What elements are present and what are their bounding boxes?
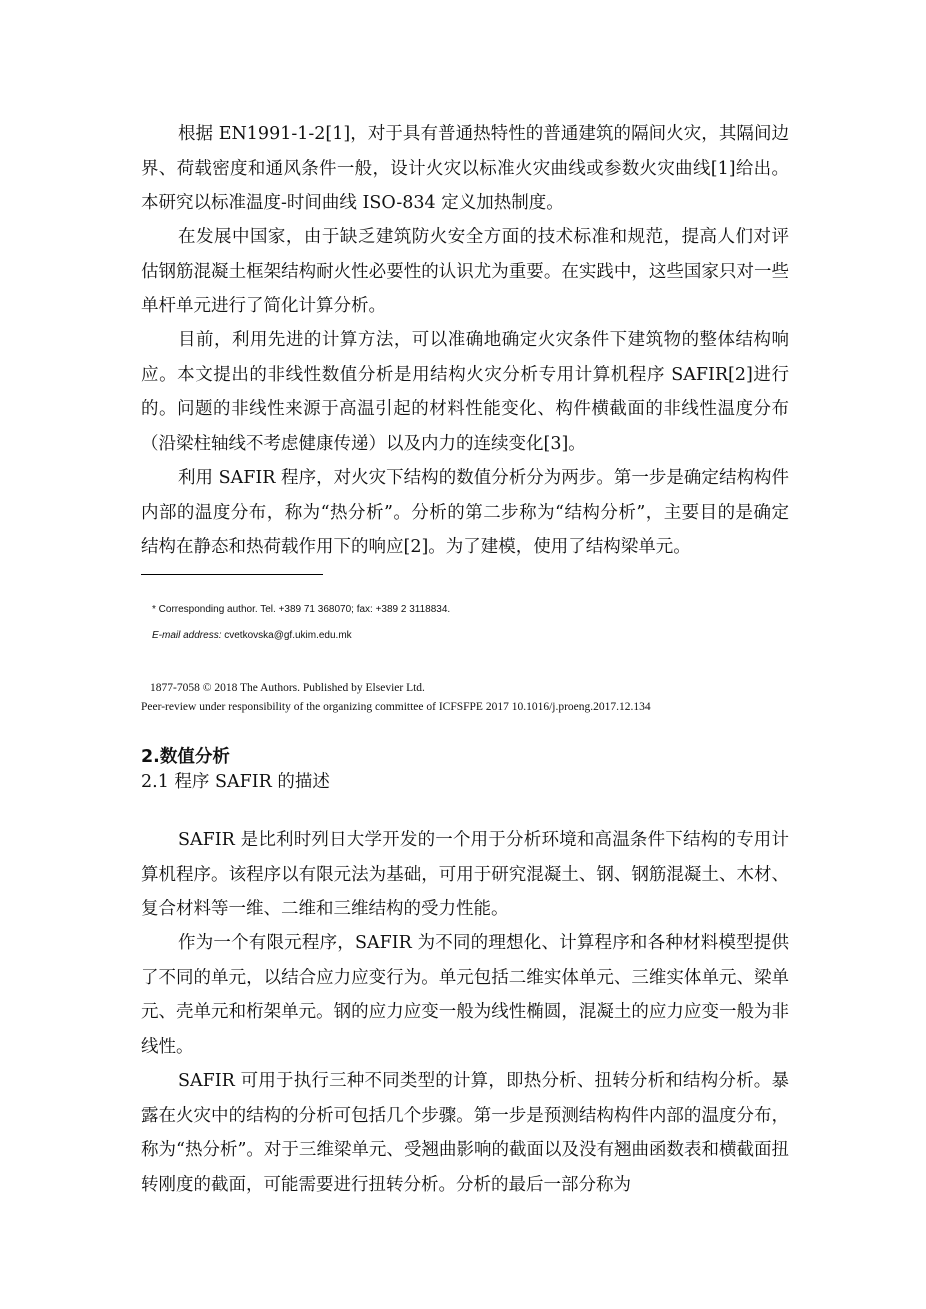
paragraph-advanced-methods: 目前，利用先进的计算方法，可以准确地确定火灾条件下建筑物的整体结构响应。本文提出的非线性数值分析是用结构火灾分析专用计算机程序 SAFIR[2]进行的。问题的非线性来源于高温引起的材料性能变化、构件横截面的非线性温度分布（沿梁柱轴线不考虑健康传递）以及内力的连续变化[3]。 [141, 330, 789, 455]
paragraph-design-fire: 根据 EN1991-1-2[1]，对于具有普通热特性的普通建筑的隔间火灾，其隔间边界、荷载密度和通风条件一般，设计火灾以标准火灾曲线或参数火灾曲线[1]给出。本研究以标准温度-时间曲线 ISO-834 定义加热制度。 [141, 124, 789, 214]
corresponding-author-note: * Corresponding author. Tel. +389 71 368070; fax: +389 2 3118834. [152, 604, 451, 615]
email-label: E-mail address: [152, 630, 222, 641]
subsection-heading: 2.1 程序 SAFIR 的描述 [141, 772, 330, 792]
section-heading: 2.数值分析 [141, 747, 230, 767]
paragraph-developing-countries: 在发展中国家，由于缺乏建筑防火安全方面的技术标准和规范，提高人们对评估钢筋混凝土框架结构耐火性必要性的认识尤为重要。在实践中，这些国家只对一些单杆单元进行了简化计算分析。 [141, 227, 789, 317]
paragraph-safir-calculations: SAFIR 可用于执行三种不同类型的计算，即热分析、扭转分析和结构分析。暴露在火灾中的结构的分析可包括几个步骤。第一步是预测结构构件内部的温度分布，称为“热分析”。对于三维梁单元、受翘曲影响的截面以及没有翘曲函数表和横截面扭转刚度的截面，可能需要进行扭转分析。分析的最后一部分称为 [141, 1071, 789, 1196]
email-address: cvetkovska@gf.ukim.edu.mk [221, 630, 352, 641]
email-note [152, 629, 352, 643]
peer-review-line: Peer-review under responsibility of the organizing committee of ICFSFPE 2017 10.1016/j.proeng.2017.12.134 [141, 701, 651, 713]
paragraph-safir-intro: SAFIR 是比利时列日大学开发的一个用于分析环境和高温条件下结构的专用计算机程序。该程序以有限元法为基础，可用于研究混凝土、钢、钢筋混凝土、木材、复合材料等一维、二维和三维结构的受力性能。 [141, 830, 789, 920]
paragraph-safir-elements: 作为一个有限元程序，SAFIR 为不同的理想化、计算程序和各种材料模型提供了不同的单元，以结合应力应变行为。单元包括二维实体单元、三维实体单元、梁单元、壳单元和桁架单元。钢的应力应变一般为线性椭圆，混凝土的应力应变一般为非线性。 [141, 933, 789, 1058]
footnote-divider [141, 574, 323, 575]
copyright-line: 1877-7058 © 2018 The Authors. Published by Elsevier Ltd. [150, 682, 425, 694]
paragraph-two-step-analysis: 利用 SAFIR 程序，对火灾下结构的数值分析分为两步。第一步是确定结构构件内部的温度分布，称为“热分析”。分析的第二步称为“结构分析”，主要目的是确定结构在静态和热荷载作用下的响应[2]。为了建模，使用了结构梁单元。 [141, 468, 789, 558]
